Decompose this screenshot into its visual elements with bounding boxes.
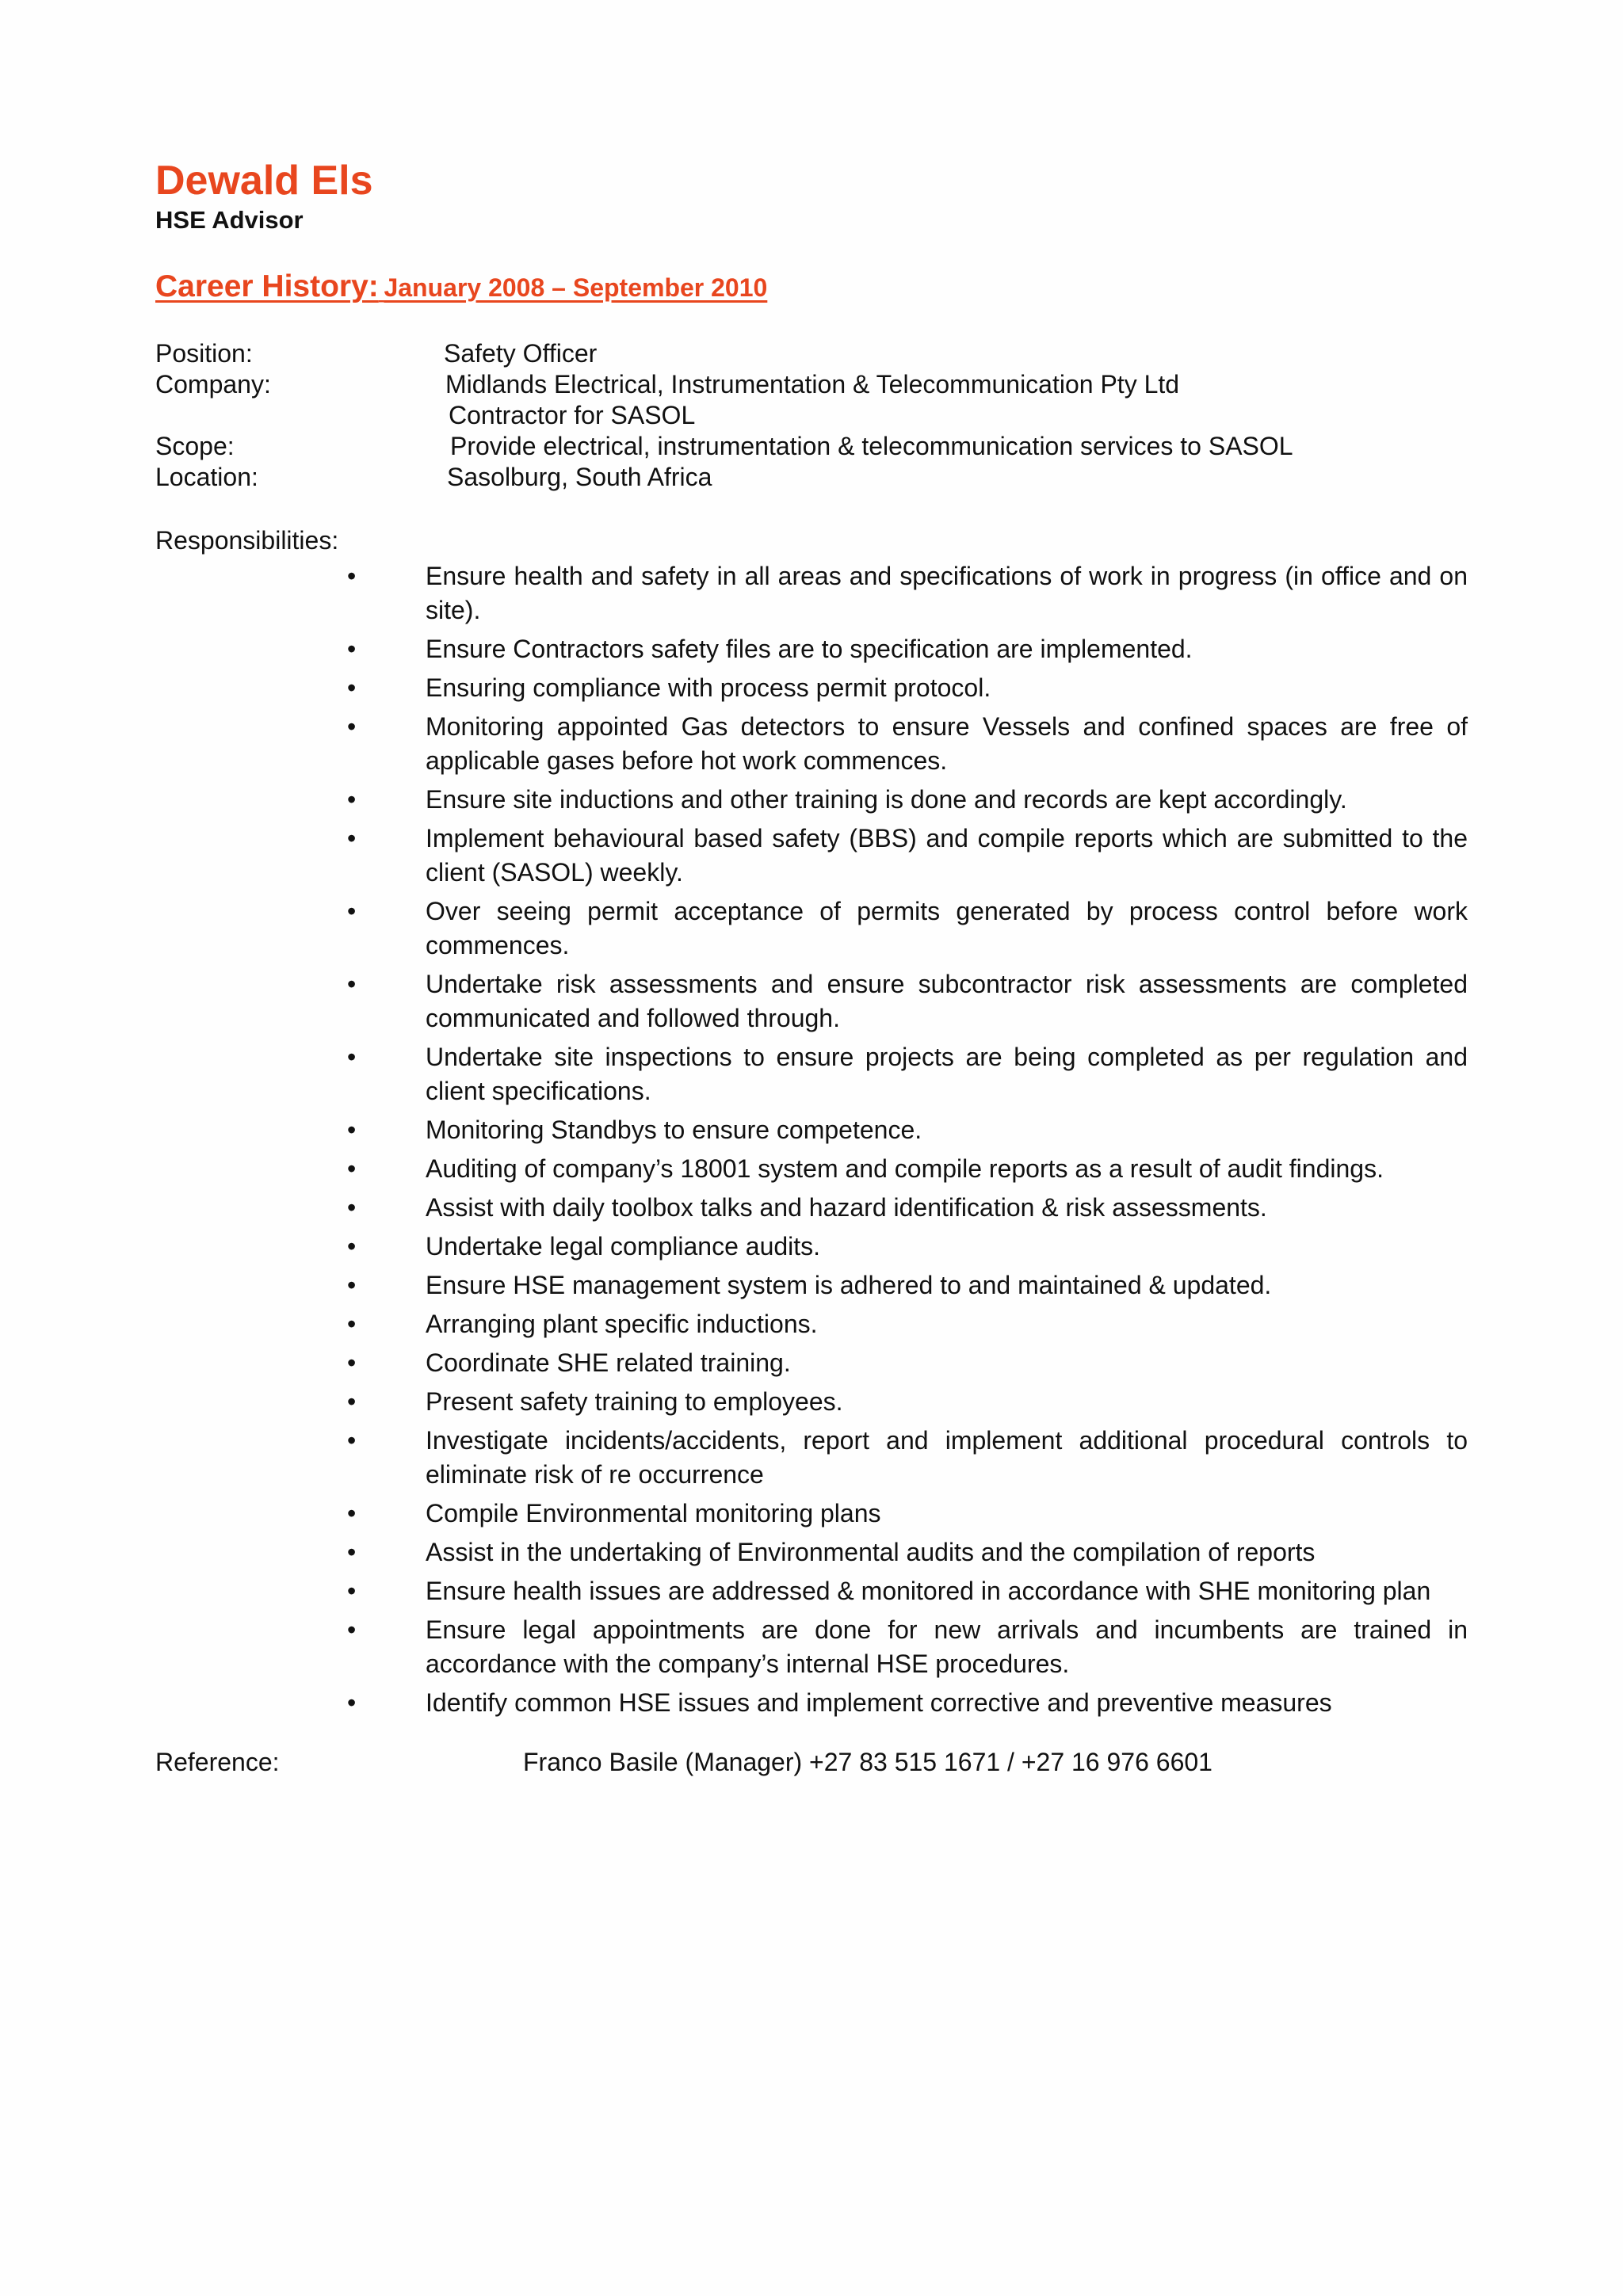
list-item	[155, 1191, 1468, 1225]
bullet-icon: •	[347, 1310, 357, 1338]
career-history-label: Career History:	[155, 269, 379, 303]
bullet-icon: •	[347, 1615, 357, 1644]
list-item-text: Ensure health and safety in all areas and specifications of work in progress (in office and on site).	[426, 562, 1468, 624]
bullet-icon: •	[347, 1348, 357, 1377]
list-item-text: Ensure Contractors safety files are to specification are implemented.	[426, 635, 1193, 663]
bullet-icon: •	[347, 712, 357, 741]
list-item	[155, 1040, 1468, 1108]
list-item	[155, 1613, 1468, 1681]
bullet-icon: •	[347, 824, 357, 852]
list-item-text: Present safety training to employees.	[426, 1387, 843, 1416]
bullet-icon: •	[347, 1499, 357, 1527]
list-item	[155, 822, 1468, 890]
reference-value: Franco Basile (Manager) +27 83 515 1671 / +27 16 976 6601	[523, 1748, 1212, 1776]
list-item-text: Implement behavioural based safety (BBS) and compile reports which are submitted to the client (SASOL) weekly.	[426, 824, 1468, 887]
list-item	[155, 1230, 1468, 1264]
bullet-icon: •	[347, 1577, 357, 1605]
bullet-icon: •	[347, 1387, 357, 1416]
list-item	[155, 1152, 1468, 1186]
list-item-text: Compile Environmental monitoring plans	[426, 1499, 881, 1527]
list-item-text: Monitoring Standbys to ensure competence.	[426, 1116, 922, 1144]
list-item-text: Assist in the undertaking of Environmental audits and the compilation of reports	[426, 1538, 1316, 1566]
bullet-icon: •	[347, 1116, 357, 1144]
list-item	[155, 632, 1468, 666]
list-item	[155, 710, 1468, 778]
list-item	[155, 783, 1468, 817]
reference-row	[155, 1746, 1212, 1778]
list-item-text: Over seeing permit acceptance of permits generated by process control before work commences.	[426, 897, 1468, 959]
career-history-heading	[155, 266, 767, 311]
bullet-icon: •	[347, 1538, 357, 1566]
list-item	[155, 671, 1468, 705]
bullet-icon: •	[347, 1154, 357, 1183]
career-period: January 2008 – September 2010	[384, 273, 768, 302]
list-item	[155, 1686, 1468, 1720]
list-item	[155, 1424, 1468, 1492]
list-item	[155, 559, 1468, 627]
list-item	[155, 1346, 1468, 1380]
list-item-text: Coordinate SHE related training.	[426, 1348, 791, 1377]
bullet-icon: •	[347, 897, 357, 925]
location-label: Location:	[155, 463, 258, 491]
list-item	[155, 894, 1468, 963]
scope-value: Provide electrical, instrumentation & telecommunication services to SASOL	[450, 432, 1293, 460]
company-label: Company:	[155, 370, 271, 399]
candidate-name: Dewald Els	[155, 158, 373, 204]
bullet-icon: •	[347, 970, 357, 998]
list-item-text: Arranging plant specific inductions.	[426, 1310, 818, 1338]
list-item	[155, 1497, 1468, 1531]
list-item	[155, 1574, 1468, 1608]
list-item-text: Identify common HSE issues and implement corrective and preventive measures	[426, 1688, 1332, 1717]
responsibilities-heading: Responsibilities:	[155, 526, 339, 555]
location-value: Sasolburg, South Africa	[447, 463, 712, 491]
bullet-icon: •	[347, 1271, 357, 1299]
list-item-text: Investigate incidents/accidents, report and implement additional procedural controls to eliminate risk of re occurrence	[426, 1426, 1468, 1489]
company-value-line2: Contractor for SASOL	[449, 401, 696, 429]
list-item	[155, 1385, 1468, 1419]
list-item-text: Undertake risk assessments and ensure subcontractor risk assessments are completed communicated and followed through.	[426, 970, 1468, 1032]
bullet-icon: •	[347, 1193, 357, 1222]
job-title: HSE Advisor	[155, 206, 304, 234]
responsibilities-list	[155, 559, 1468, 1725]
list-item-text: Assist with daily toolbox talks and hazard identification & risk assessments.	[426, 1193, 1267, 1222]
list-item	[155, 1307, 1468, 1341]
bullet-icon: •	[347, 1232, 357, 1261]
list-item-text: Ensuring compliance with process permit protocol.	[426, 673, 991, 702]
bullet-icon: •	[347, 1688, 357, 1717]
list-item	[155, 1535, 1468, 1569]
scope-label: Scope:	[155, 432, 235, 460]
list-item-text: Auditing of company’s 18001 system and compile reports as a result of audit findings.	[426, 1154, 1384, 1183]
bullet-icon: •	[347, 673, 357, 702]
list-item-text: Ensure HSE management system is adhered to and maintained & updated.	[426, 1271, 1272, 1299]
bullet-icon: •	[347, 785, 357, 814]
bullet-icon: •	[347, 635, 357, 663]
company-value: Midlands Electrical, Instrumentation & Telecommunication Pty Ltd	[445, 370, 1180, 399]
list-item	[155, 1113, 1468, 1147]
list-item-text: Ensure site inductions and other training is done and records are kept accordingly.	[426, 785, 1347, 814]
list-item-text: Undertake legal compliance audits.	[426, 1232, 821, 1261]
bullet-icon: •	[347, 1043, 357, 1071]
list-item-text: Monitoring appointed Gas detectors to ensure Vessels and confined spaces are free of applicable gases before hot work commences.	[426, 712, 1468, 775]
list-item-text: Ensure legal appointments are done for new arrivals and incumbents are trained in accordance with the company’s internal HSE procedures.	[426, 1615, 1468, 1678]
list-item-text: Undertake site inspections to ensure projects are being completed as per regulation and client specifications.	[426, 1043, 1468, 1105]
list-item-text: Ensure health issues are addressed & monitored in accordance with SHE monitoring plan	[426, 1577, 1431, 1605]
bullet-icon: •	[347, 562, 357, 590]
position-value: Safety Officer	[444, 339, 598, 368]
reference-label: Reference:	[155, 1748, 280, 1776]
list-item	[155, 967, 1468, 1035]
bullet-icon: •	[347, 1426, 357, 1455]
list-item	[155, 1268, 1468, 1302]
position-label: Position:	[155, 339, 253, 368]
